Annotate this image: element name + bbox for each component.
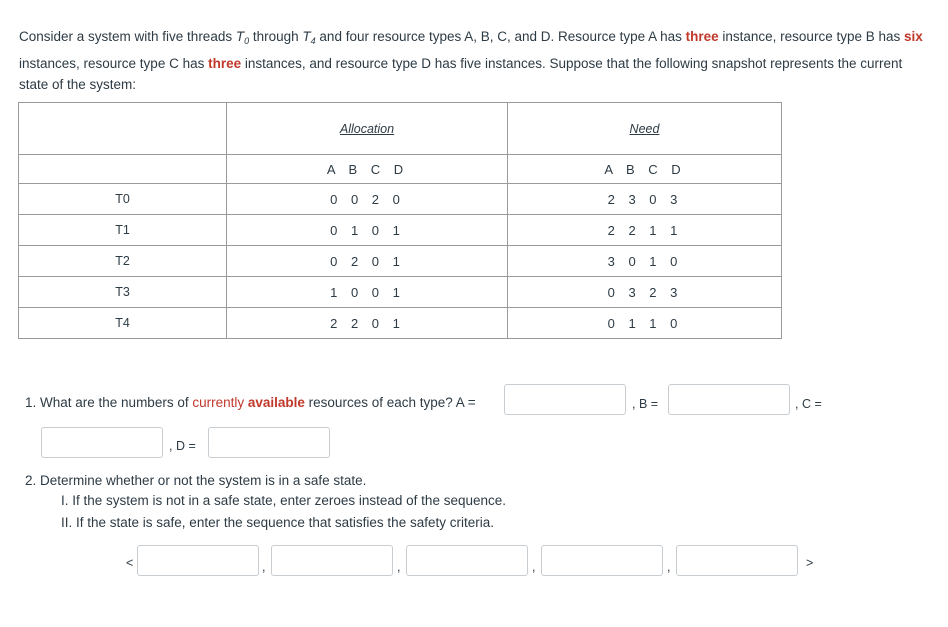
intro-text-2: through (249, 29, 303, 44)
allocation-cell: 2 2 0 1 (227, 308, 508, 339)
count-a: three (685, 29, 719, 44)
need-cell: 2 3 0 3 (508, 184, 782, 215)
allocation-cell: 0 2 0 1 (227, 246, 508, 277)
label-b: , B = (632, 397, 659, 411)
need-cell: 3 0 1 0 (508, 246, 782, 277)
sequence-separator: , (667, 560, 671, 574)
label-d: , D = (169, 439, 196, 453)
thread-cell: T3 (19, 277, 227, 308)
label-c: , C = (795, 397, 822, 411)
intro-text-4: instance, resource type B has (718, 29, 904, 44)
table-row (19, 277, 782, 308)
sequence-open-bracket: < (126, 556, 134, 570)
sequence-input-5[interactable] (676, 545, 798, 576)
thread-cell: T0 (19, 184, 227, 215)
sequence-input-4[interactable] (541, 545, 663, 576)
thread-t0: $T_0$ (235, 29, 250, 46)
sequence-separator: , (262, 560, 266, 574)
need-cell: 0 1 1 0 (508, 308, 782, 339)
intro-text-5: instances, resource type C has (19, 55, 209, 71)
sequence-separator: , (532, 560, 536, 574)
count-c: three (208, 55, 242, 71)
table-row (19, 246, 782, 277)
header-empty-cell (19, 103, 227, 155)
sequence-close-bracket: > (806, 556, 814, 570)
question-2: 2. Determine whether or not the system is in a safe state. (25, 473, 367, 488)
sequence-input-2[interactable] (271, 545, 393, 576)
thread-t4: $T_4$ (302, 29, 316, 46)
available-d-input[interactable] (208, 427, 330, 458)
sequence-input-3[interactable] (406, 545, 528, 576)
allocation-cell: 0 0 2 0 (227, 184, 508, 215)
thread-cell: T4 (19, 308, 227, 339)
instruction-unsafe: I. If the system is not in a safe state, enter zeroes instead of the sequence. (61, 493, 506, 508)
need-columns: A B C D (508, 155, 782, 184)
need-cell: 0 3 2 3 (508, 277, 782, 308)
intro-text-6: instances, and resource type D has five instances. Suppose that the following snapshot represents the current state of the system: (19, 55, 903, 92)
table-row (19, 184, 782, 215)
problem-statement (19, 26, 924, 96)
count-b: six (904, 29, 923, 44)
allocation-cell: 1 0 0 1 (227, 277, 508, 308)
cols-empty-cell (19, 155, 227, 184)
intro-text-1: Consider a system with five threads (19, 29, 236, 44)
allocation-header: Allocation (227, 103, 508, 155)
question-1: 1. What are the numbers of currently available resources of each type? A = (25, 395, 476, 410)
sequence-input-1[interactable] (137, 545, 259, 576)
intro-text-3: and four resource types A, B, C, and D. Resource type A has (315, 29, 686, 44)
need-cell: 2 2 1 1 (508, 215, 782, 246)
thread-cell: T1 (19, 215, 227, 246)
allocation-cell: 0 1 0 1 (227, 215, 508, 246)
available-c-input[interactable] (41, 427, 163, 458)
instruction-safe: II. If the state is safe, enter the sequence that satisfies the safety criteria. (61, 515, 494, 530)
allocation-columns: A B C D (227, 155, 508, 184)
available-a-input[interactable] (504, 384, 626, 415)
thread-cell: T2 (19, 246, 227, 277)
snapshot-table (18, 102, 782, 339)
table-row (19, 308, 782, 339)
available-b-input[interactable] (668, 384, 790, 415)
need-header: Need (508, 103, 782, 155)
sequence-separator: , (397, 560, 401, 574)
table-row (19, 215, 782, 246)
